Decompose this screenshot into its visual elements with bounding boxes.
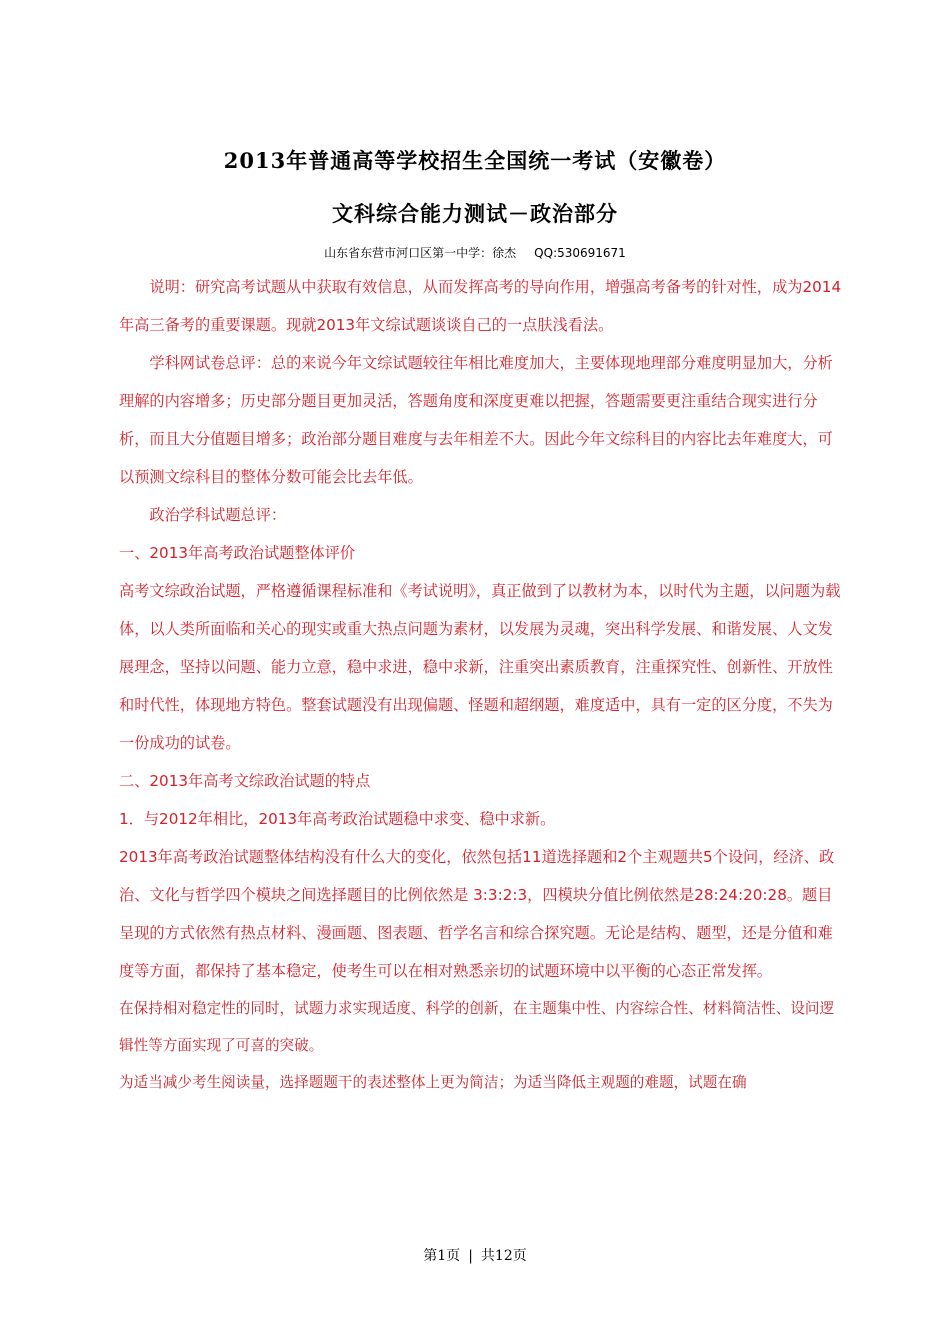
paragraph-evaluation: 高考文综政治试题，严格遵循课程标准和《考试说明》，真正做到了以教材为本，以时代为主题，以问题为载体，以人类所面临和关心的现实或重大热点问题为素材，以发展为灵魂，突出科学发展、和谐发展、人文发展理念，坚持以问题、能力立意，稳中求进，稳中求新，注重突出素质教育，注重探究性、创新性、开放性和时代性，体现地方特色。整套试题没有出现偏题、怪题和超纲题，难度适中，具有一定的区分度，不失为一份成功的试卷。 (119, 582, 841, 752)
page-total: 共12页 (480, 1248, 527, 1264)
section-heading-1: 一、2013年高考政治试题整体评价 (119, 544, 356, 562)
page-footer (0, 1245, 950, 1265)
paragraph-reading: 为适当减少考生阅读量，选择题题干的表述整体上更为简洁；为适当降低主观题的难题，试题在确 (119, 1074, 747, 1091)
paragraph-innovation: 在保持相对稳定性的同时，试题力求实现适度、科学的创新，在主题集中性、内容综合性、材料简洁性、设问逻辑性等方面实现了可喜的突破。 (119, 1000, 835, 1054)
subsection-heading-1: 1．与2012年相比，2013年高考政治试题稳中求变、稳中求新。 (119, 810, 556, 828)
author-qq: QQ:530691671 (534, 246, 626, 260)
paragraph-intro: 说明：研究高考试题从中获取有效信息，从而发挥高考的导向作用，增强高考备考的针对性，成为2014年高三备考的重要课题。现就2013年文综试题谈谈自己的一点肤浅看法。 (119, 278, 842, 334)
footer-separator: | (468, 1248, 473, 1264)
page-title: 2013年普通高等学校招生全国统一考试（安徽卷） (223, 148, 727, 173)
author-line (0, 244, 950, 261)
paragraph-politics-review: 政治学科试题总评： (149, 506, 287, 524)
section-heading-2: 二、2013年高考文综政治试题的特点 (119, 772, 371, 790)
document-body (119, 268, 843, 1101)
page-number: 第1页 (423, 1248, 461, 1264)
paragraph-structure: 2013年高考政治试题整体结构没有什么大的变化，依然包括11道选择题和2个主观题共5个设问，经济、政治、文化与哲学四个模块之间选择题目的比例依然是 3:3:2:3，四模块分值比例依然是28:24:20:28。题目呈现的方式依然有热点材料、漫画题、图表题、哲学名言和综合探究题。无论是结构、题型，还是分值和难度等方面，都保持了基本稳定，使考生可以在相对熟悉亲切的试题环境中以平衡的心态正常发挥。 (119, 848, 835, 980)
paragraph-overall-review: 学科网试卷总评：总的来说今年文综试题较往年相比难度加大，主要体现地理部分难度明显加大，分析理解的内容增多；历史部分题目更加灵活，答题角度和深度更难以把握，答题需要更注重结合现实进行分析，而且大分值题目增多；政治部分题目难度与去年相差不大。因此今年文综科目的内容比去年难度大，可以预测文综科目的整体分数可能会比去年低。 (119, 354, 833, 486)
page-subtitle: 文科综合能力测试－政治部分 (332, 201, 618, 226)
author-name: 山东省东营市河口区第一中学：徐杰 (324, 246, 517, 260)
